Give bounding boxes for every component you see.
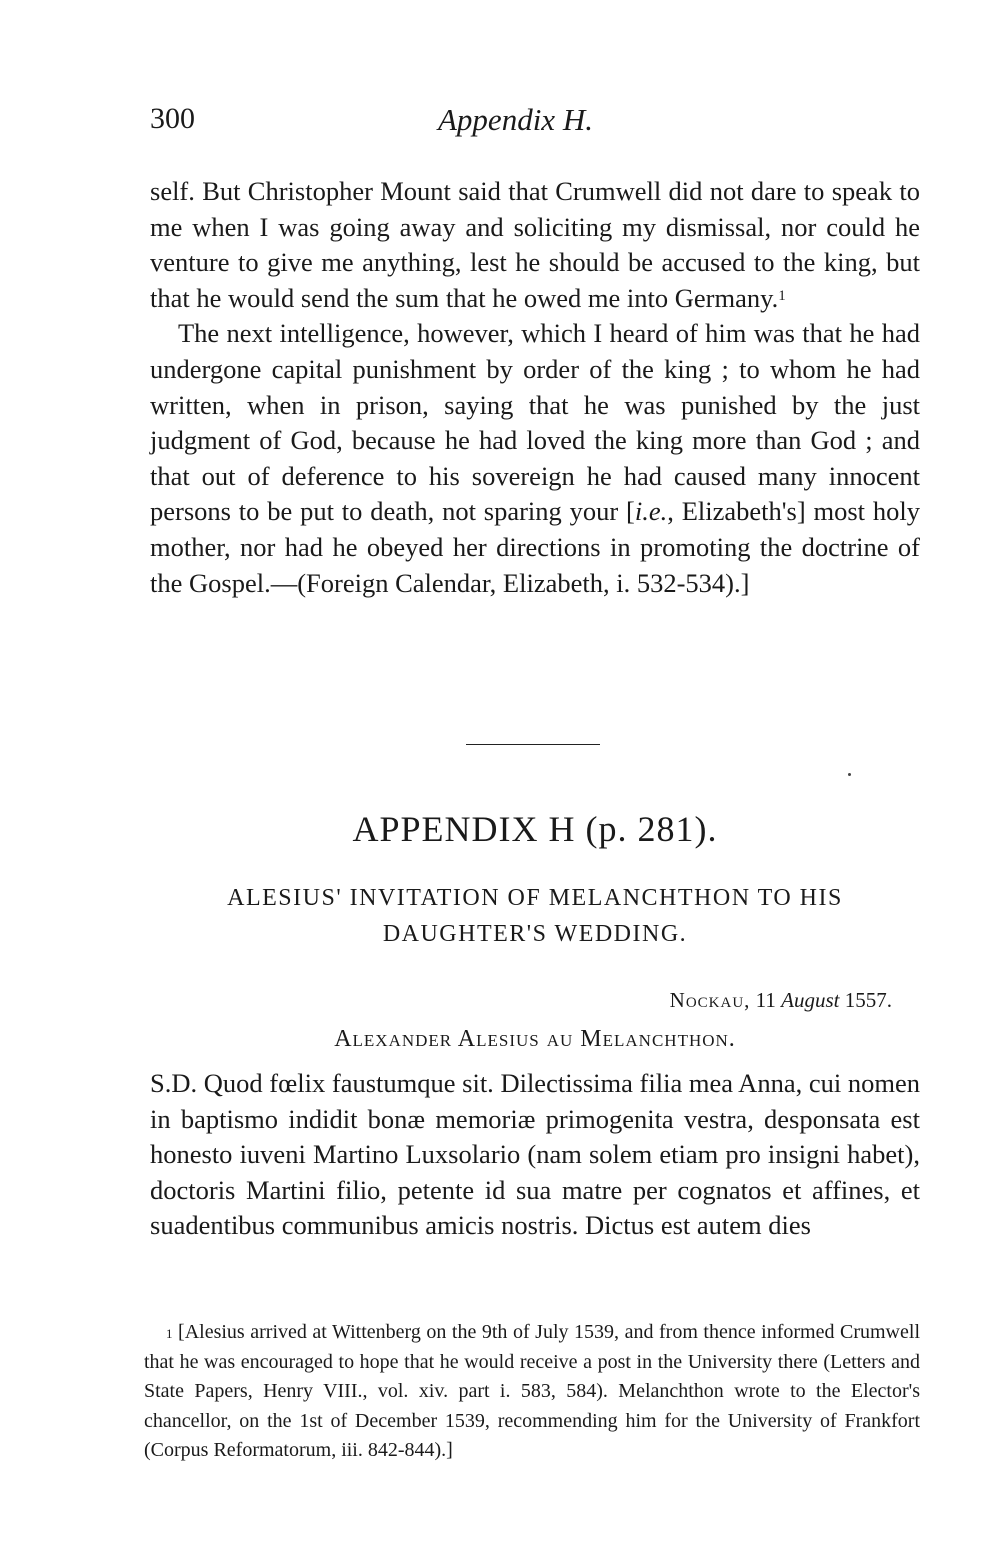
body-text [150,174,920,601]
dateline-year: 1557. [844,988,892,1012]
page-number: 300 [150,102,195,135]
appendix-title: APPENDIX H (p. 281). [352,809,718,849]
dateline-month: August [781,988,840,1012]
running-head: Appendix H. [438,102,593,137]
section-divider [466,744,600,745]
paragraph-1-text: self. But Christopher Mount said that Crumwell did not dare to speak to me when I was going away and soliciting my dismissal, nor could he venture to give me anything, lest he should be accused to the king, but that he would send the sum that he owed me into Germany. [150,176,920,313]
letter-dateline [150,988,892,1013]
paragraph-2-text-b: , Elizabeth's] most holy mother, nor had he obeyed her directions in promoting the doctrine of the Gospel.—(Foreign Calendar, Elizabeth, i. 532-534).] [150,496,920,598]
paragraph-2-text-a: The next intelligence, however, which I heard of him was that he had undergone capital punishment by order of the king ; to whom he had written, when in prison, saying that he was punished by the just judgment of God, because he had loved the king more than God ; and that out of deference to his sovereign he had caused many innocent persons to be put to death, not sparing your [ [150,318,920,527]
letter-salutation: Alexander Alesius au Melanchthon. [334,1026,736,1052]
footnote-mark: 1 [166,1326,173,1341]
letter-paragraph: S.D. Quod fœlix faustumque sit. Dilectissima filia mea Anna, cui nomen in baptismo indidit bonæ memoriæ primogenita vestra, desponsata est honesto iuveni Martino Luxsolario (nam solem etiam pro insigni habet), doctoris Martini filio, petente id sua matre per cognatos et affines, et suadentibus communibus amicis nostris. Dictus est autem dies [150,1068,920,1241]
dateline-day: 11 [755,988,776,1012]
paragraph-2 [150,316,920,601]
footnote-text: [Alesius arrived at Wittenberg on the 9th of July 1539, and from thence informed Crumwell that he was encouraged to hope that he would receive a post in the University there (Letters and State Papers, Henry VIII., vol. xiv. part i. 583, 584). Melanchthon wrote to the Elector's chancellor, on the 1st of December 1539, recommending him for the University of Frankfort (Corpus Reformatorum, iii. 842-844).] [144,1321,920,1461]
dateline-place: Nockau, [669,988,751,1012]
appendix-subtitle: ALESIUS' INVITATION OF MELANCHTHON TO HIS DAUGHTER'S WEDDING. [227,885,843,947]
print-speck [848,773,851,776]
footnote [144,1318,920,1466]
footnote-reference[interactable]: 1 [778,287,786,304]
page-header [150,102,920,146]
letter-body [150,1066,920,1244]
paragraph-2-ie: i.e. [634,496,668,527]
paragraph-1 [150,174,920,316]
